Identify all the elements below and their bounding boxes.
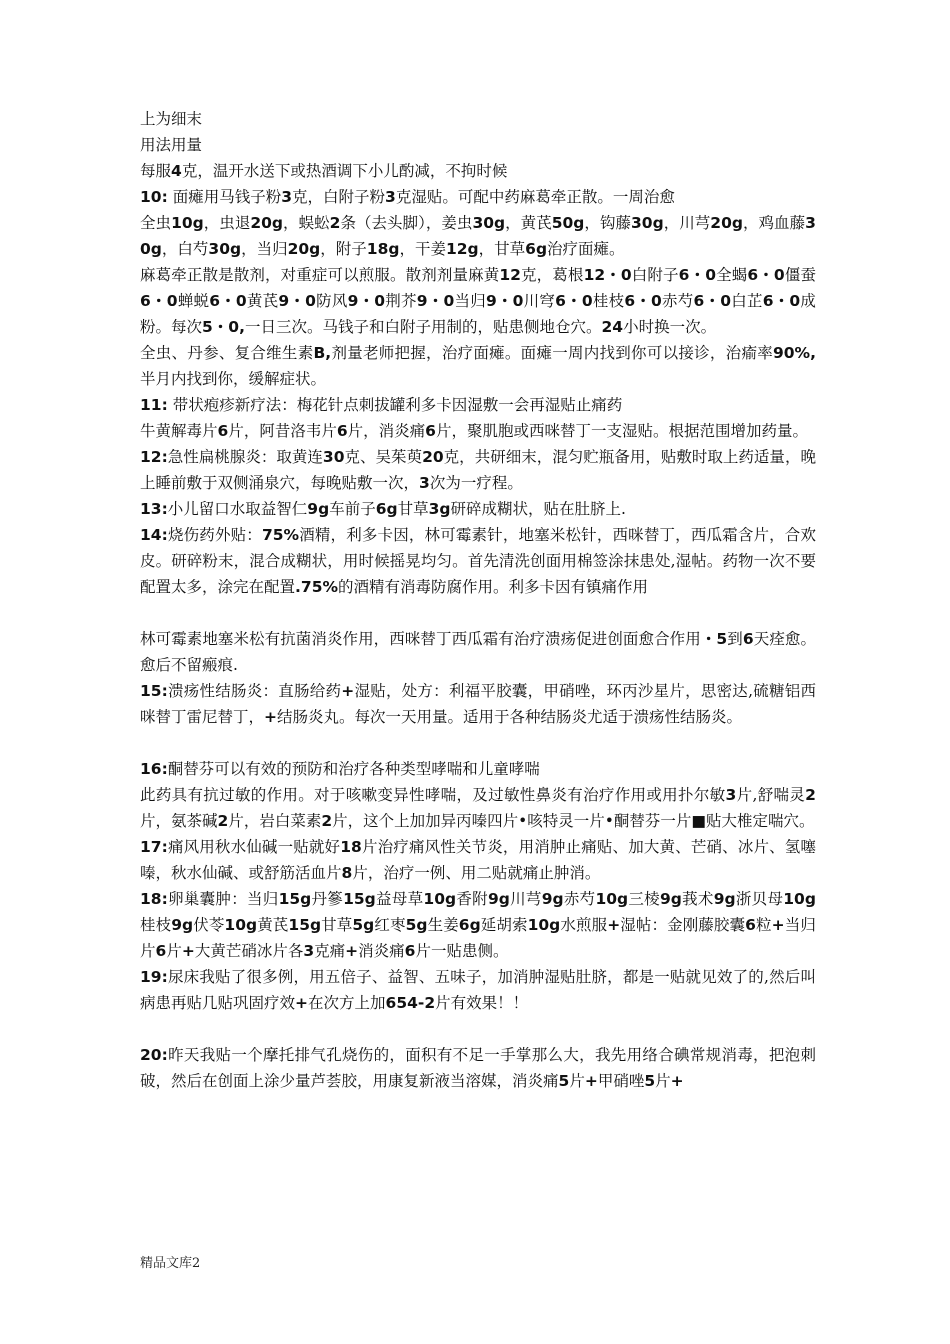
paragraph-gap — [140, 600, 816, 626]
paragraph: 上为细末 — [140, 110, 203, 128]
paragraph: 此药具有抗过敏的作用。对于咳嗽变异性哮喘，及过敏性鼻炎有治疗作用或用扑尔敏3片,舒喘灵2片，氨茶碱2片，岩白菜素2片，这个上加加异丙嗪四片•咳特灵一片•酮替芬一片■贴大椎定喘穴。 — [140, 786, 816, 830]
paragraph: 13:小儿留口水取益智仁9g车前子6g甘草3g研碎成糊状，贴在肚脐上. — [140, 500, 626, 518]
paragraph: 10: 面瘫用马钱子粉3克，白附子粉3克湿贴。可配中药麻葛牵正散。一周治愈 — [140, 188, 675, 206]
paragraph: 全虫10g，虫退20g，蜈蚣2条（去头脚），姜虫30g，黄芪50g，钩藤30g，川芎20g，鸡血藤30g，白芍30g，当归20g，附子18g，干姜12g，甘草6g治疗面瘫。 — [140, 214, 816, 258]
paragraph: 19:尿床我贴了很多例，用五倍子、益智、五味子，加消肿湿贴肚脐，都是一贴就见效了的,然后叫病患再贴几贴巩固疗效+在次方上加654-2片有效果！！ — [140, 968, 816, 1012]
paragraph: 林可霉素地塞米松有抗菌消炎作用，西咪替丁西瓜霜有治疗溃疡促进创面愈合作用・5到6天痊愈。愈后不留瘢痕. — [140, 630, 816, 674]
paragraph: 12:急性扁桃腺炎：取黄连30克、吴茱萸20克，共研细末，混匀贮瓶备用，贴敷时取上药适量，晚上睡前敷于双侧涌泉穴，每晚贴敷一次，3次为一疗程。 — [140, 448, 816, 492]
paragraph: 14:烧伤药外贴：75%酒精，利多卡因，林可霉素针，地塞米松针，西咪替丁，西瓜霜含片，合欢皮。研碎粉末，混合成糊状，用时候摇晃均匀。首先清洗创面用棉签涂抹患处,湿帖。药物一次不要配置太多，涂完在配置.75%的酒精有消毒防腐作用。利多卡因有镇痛作用 — [140, 526, 816, 596]
paragraph: 每服4克，温开水送下或热酒调下小儿酌减，不拘时候 — [140, 162, 508, 180]
paragraph: 16:酮替芬可以有效的预防和治疗各种类型哮喘和儿童哮喘 — [140, 760, 540, 778]
paragraph: 11: 带状疱疹新疗法：梅花针点刺拔罐利多卡因湿敷一会再湿贴止痛药 — [140, 396, 623, 414]
paragraph: 15:溃疡性结肠炎：直肠给药+湿贴，处方：利福平胶囊，甲硝唑，环丙沙星片，思密达,硫糖铝西咪替丁雷尼替丁，+结肠炎丸。每次一天用量。适用于各种结肠炎尤适于溃疡性结肠炎。 — [140, 682, 816, 726]
paragraph: 牛黄解毒片6片，阿昔洛韦片6片，消炎痛6片，聚肌胞或西咪替丁一支湿贴。根据范围增加药量。 — [140, 422, 808, 440]
page-footer: 精品文库2 — [140, 1256, 201, 1271]
paragraph: 20:昨天我贴一个摩托排气孔烧伤的，面积有不足一手掌那么大，我先用络合碘常规消毒，把泡刺破，然后在创面上涂少量芦荟胶，用康复新液当溶媒，消炎痛5片+甲硝唑5片+ — [140, 1046, 816, 1090]
paragraph: 18:卵巢囊肿：当归15g丹篸15g益母草10g香附9g川芎9g赤芍10g三棱9g莪术9g浙贝母10g桂枝9g伏苓10g黄芪15g甘草5g红枣5g生姜6g延胡索10g水煎服+湿帖：金刚藤胶囊6粒+当归片6片+大黄芒硝冰片各3克痛+消炎痛6片一贴患侧。 — [140, 890, 816, 960]
paragraph: 用法用量 — [140, 136, 203, 154]
paragraph-gap — [140, 1016, 816, 1042]
document-body — [140, 106, 816, 1094]
paragraph: 麻葛牵正散是散剂，对重症可以煎服。散剂剂量麻黄12克，葛根12・0白附子6・0全蝎6・0僵蚕6・0蝉蜕6・0黄芪9・0防风9・0荆芥9・0当归9・0川穹6・0桂枝6・0赤芍6・0白芷6・0成粉。每次5・0,一日三次。马钱子和白附子用制的，贴患侧地仓穴。24小时换一次。 — [140, 266, 816, 336]
paragraph: 17:痛风用秋水仙碱一贴就好18片治疗痛风性关节炎，用消肿止痛贴、加大黄、芒硝、冰片、氢噻嗪，秋水仙碱、或舒筋活血片8片，治疗一例、用二贴就痛止肿消。 — [140, 838, 816, 882]
paragraph: 全虫、丹参、复合维生素B,剂量老师把握，治疗面瘫。面瘫一周内找到你可以接诊，治瘉率90%,半月内找到你，缓解症状。 — [140, 344, 816, 388]
paragraph-gap — [140, 730, 816, 756]
